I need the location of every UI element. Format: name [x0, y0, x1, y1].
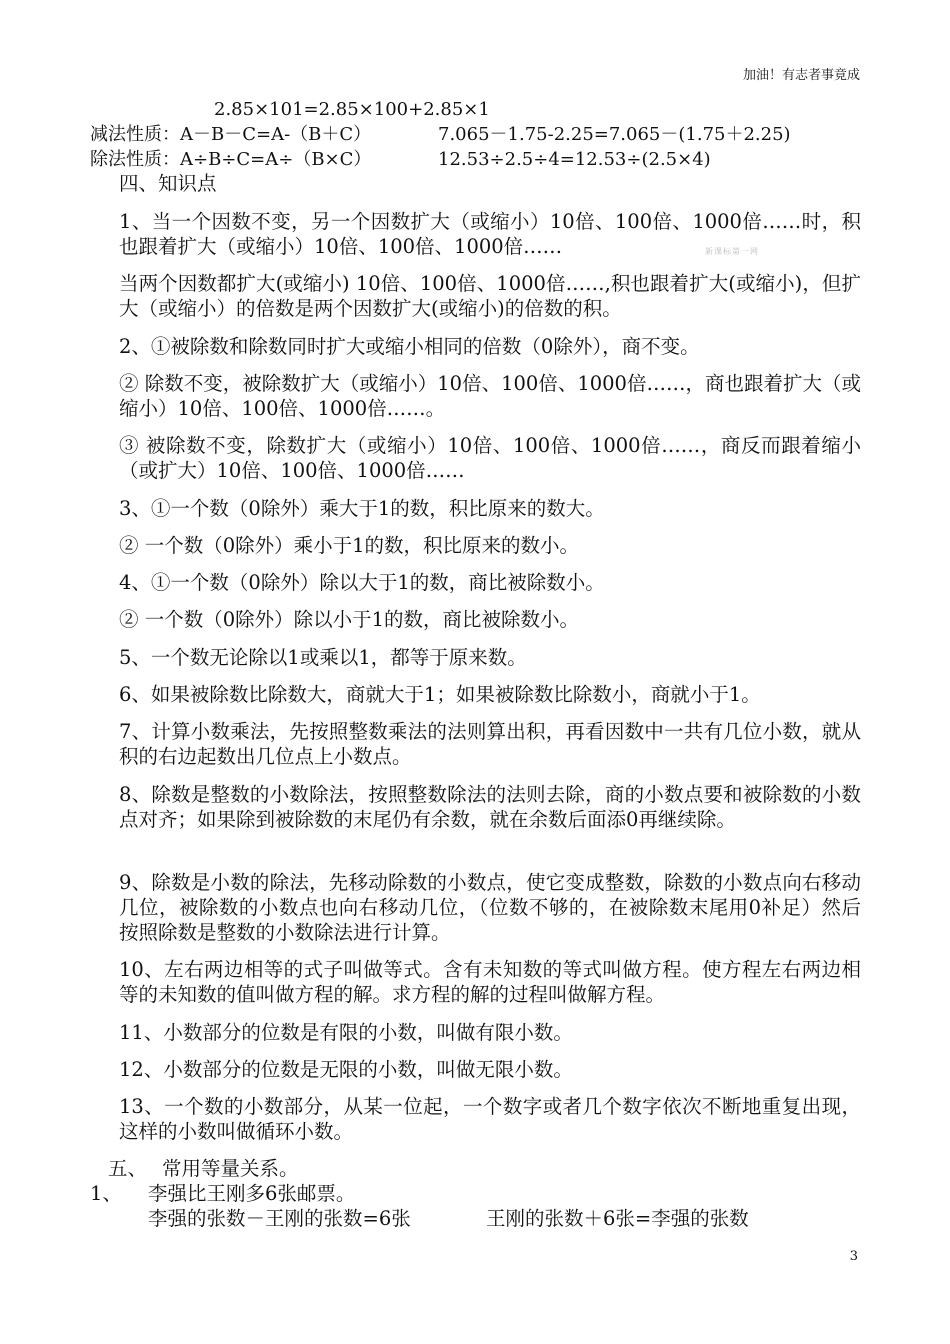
relation-1-equation-2: 王刚的张数＋6张=李强的张数: [486, 1207, 749, 1230]
subtraction-rule: A－B－C=A-（B＋C）: [180, 124, 372, 145]
point-2c: ③ 被除数不变，除数扩大（或缩小）10倍、100倍、1000倍……，商反而跟着缩小（或扩大）10倍、100倍、1000倍……: [119, 434, 861, 482]
subtraction-property-line: [90, 123, 870, 147]
point-3b: ② 一个数（0除外）乘小于1的数，积比原来的数小。: [119, 534, 580, 557]
point-2a: 2、①被除数和除数同时扩大或缩小相同的倍数（0除外），商不变。: [119, 335, 700, 358]
page-number: 3: [849, 1249, 858, 1264]
point-6: 6、如果被除数比除数大，商就大于1；如果被除数比除数小，商就小于1。: [119, 683, 761, 706]
point-5: 5、一个数无论除以1或乘以1，都等于原来数。: [119, 646, 527, 669]
division-rule: A÷B÷C=A÷（B×C）: [180, 149, 372, 170]
point-9: 9、除数是小数的除法，先移动除数的小数点，使它变成整数，除数的小数点向右移动几位，被除数的小数点也向右移动几位，（位数不够的，在被除数末尾用0补足）然后按照除数是整数的小数除法进行计算。: [119, 871, 861, 944]
section-5-number: 五、: [108, 1157, 148, 1180]
point-4a: 4、①一个数（0除外）除以大于1的数，商比被除数小。: [119, 571, 605, 594]
point-7: 7、计算小数乘法，先按照整数乘法的法则算出积，再看因数中一共有几位小数，就从积的右边起数出几位点上小数点。: [119, 720, 861, 768]
division-label: 除法性质：: [90, 149, 180, 170]
subtraction-example: 7.065－1.75-2.25=7.065－(1.75＋2.25): [438, 124, 791, 145]
point-13: 13、一个数的小数部分，从某一位起，一个数字或者几个数字依次不断地重复出现，这样的小数叫做循环小数。: [119, 1095, 861, 1143]
point-4b: ② 一个数（0除外）除以小于1的数，商比被除数小。: [119, 608, 580, 631]
point-8: 8、除数是整数的小数除法，按照整数除法的法则去除，商的小数点要和被除数的小数点对齐；如果除到被除数的末尾仍有余数，就在余数后面添0再继续除。: [119, 783, 861, 831]
point-1a: 1、当一个因数不变，另一个因数扩大（或缩小）10倍、100倍、1000倍……时，积也跟着扩大（或缩小）10倍、100倍、1000倍……: [119, 210, 861, 258]
division-example: 12.53÷2.5÷4=12.53÷(2.5×4): [438, 149, 711, 170]
relation-1-equation-1: 李强的张数－王刚的张数=6张: [148, 1207, 411, 1230]
section-4-heading: 四、知识点: [119, 172, 217, 195]
point-2b: ② 除数不变，被除数扩大（或缩小）10倍、100倍、1000倍……，商也跟着扩大（或缩小）10倍、100倍、1000倍……。: [119, 372, 861, 420]
point-12: 12、小数部分的位数是无限的小数，叫做无限小数。: [119, 1058, 573, 1081]
watermark: 新课标第一网: [705, 247, 759, 256]
formula-multiplication-example: 2.85×101=2.85×100+2.85×1: [214, 99, 490, 120]
page-header-motto: 加油！有志者事竟成: [742, 68, 860, 83]
point-1b: 当两个因数都扩大(或缩小) 10倍、100倍、1000倍……,积也跟着扩大(或缩小)，但扩大（或缩小）的倍数是两个因数扩大(或缩小)的倍数的积。: [119, 272, 861, 320]
division-property-line: [90, 148, 870, 172]
subtraction-label: 减法性质：: [90, 124, 180, 145]
point-10: 10、左右两边相等的式子叫做等式。含有未知数的等式叫做方程。使方程左右两边相等的未知数的值叫做方程的解。求方程的解的过程叫做解方程。: [119, 958, 861, 1006]
relation-1-title: 李强比王刚多6张邮票。: [148, 1182, 356, 1205]
relation-1-number: 1、: [90, 1182, 122, 1205]
section-5-heading: [108, 1157, 299, 1181]
point-11: 11、小数部分的位数是有限的小数，叫做有限小数。: [119, 1021, 573, 1044]
section-5-title: 常用等量关系。: [162, 1157, 299, 1180]
relation-1-heading: [90, 1182, 356, 1206]
point-3a: 3、①一个数（0除外）乘大于1的数，积比原来的数大。: [119, 497, 605, 520]
relation-1-equations: [148, 1207, 749, 1231]
